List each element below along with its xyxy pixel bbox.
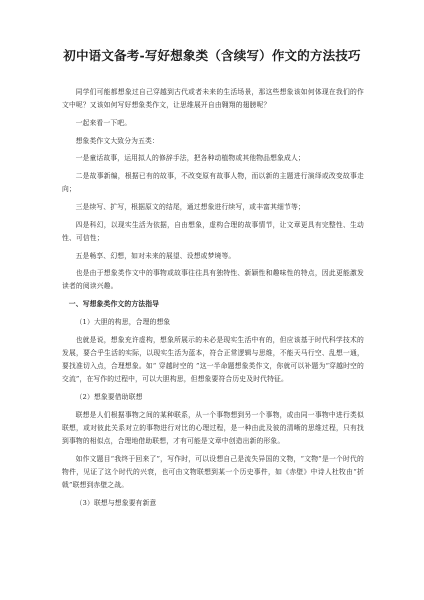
body-paragraph: 如作文题目“我终于回来了”，写作时，可以设想自己是流失异国的文物，“文物”是一个时代的物件，见证了这个时代的兴衰，也可由文物联想到某一个历史事件，如《赤壁》中诗人杜牧由“折戟”联想到赤壁之战。 — [62, 454, 364, 490]
body-paragraph: 同学们可能都想象过自己穿越到古代或者未来的生活场景，那这些想象该如何体现在我们的作文中呢？又该如何写好想象类作文，让思维展开自由翱翔的翅膀呢？ — [62, 88, 364, 110]
document-body — [62, 86, 364, 514]
list-item-fairy-tale: 一是童话故事，运用拟人的修辞手法，把各种动植物或其他物品想象成人； — [75, 154, 305, 163]
subsection-heading: （2）想象要借助联想 — [75, 392, 143, 401]
list-item-continuation: 三是续写、扩写，根据原文的结尾，通过想象进行续写，或丰富其细节等； — [75, 202, 305, 211]
section-heading: 一、写想象类作文的方法指导 — [68, 300, 160, 309]
list-item-sci-fi: 四是科幻，以现实生活为依据，自由想象，虚构合理的故事情节，让文章更具有完整性、生动性、可信性； — [62, 220, 364, 242]
body-paragraph: 联想是人们根据事物之间的某种联系，从一个事物想到另一个事物，或由同一事物中进行类似联想，或对彼此关系对立的事物进行对比的心理过程，是一种由此及彼的清晰的思维过程，只有找到事物的相似点，合理地借助联想，才有可能是文章中创造出新的形象。 — [62, 410, 364, 445]
body-paragraph: 一起来看一下吧。 — [75, 118, 132, 127]
list-item-story-retelling: 二是故事新编，根据已有的故事，不改变原有故事人物，而以新的主题进行演绎或改变故事走向； — [62, 172, 364, 194]
subsection-heading: （1）大胆的构思，合理的想象 — [75, 317, 171, 326]
body-paragraph: 也就是说，想象充许虚构，想象所展示的未必是现实生活中有的，但应该基于时代科学技术的发展，要合乎生活的实际，以现实生活为蓝本，符合正常逻辑与思维，不能天马行空、乱想一通，要找准切入点，合理想象。如“ 穿越时空的 ”这一半命题想象类作文，你就可以补题为“穿越时空的交流”，在写作的过程中，可以大胆构思，但想象要符合历史及时代特征。 — [62, 335, 364, 384]
body-paragraph: 想象类作文大致分为五类： — [75, 136, 159, 145]
body-paragraph: 也是由于想象类作文中的事物或故事往往具有独特性、新颖性和趣味性的特点，因此更能激发读者的阅读兴趣。 — [62, 269, 364, 291]
list-item-fantasy: 五是畅享、幻想，如对未来的展望、设想或梦境等。 — [75, 251, 236, 260]
page-title: 初中语文备考-写好想象类（含续写）作文的方法技巧 — [63, 48, 361, 63]
subsection-heading: （3）联想与想象要有新意 — [75, 498, 157, 507]
